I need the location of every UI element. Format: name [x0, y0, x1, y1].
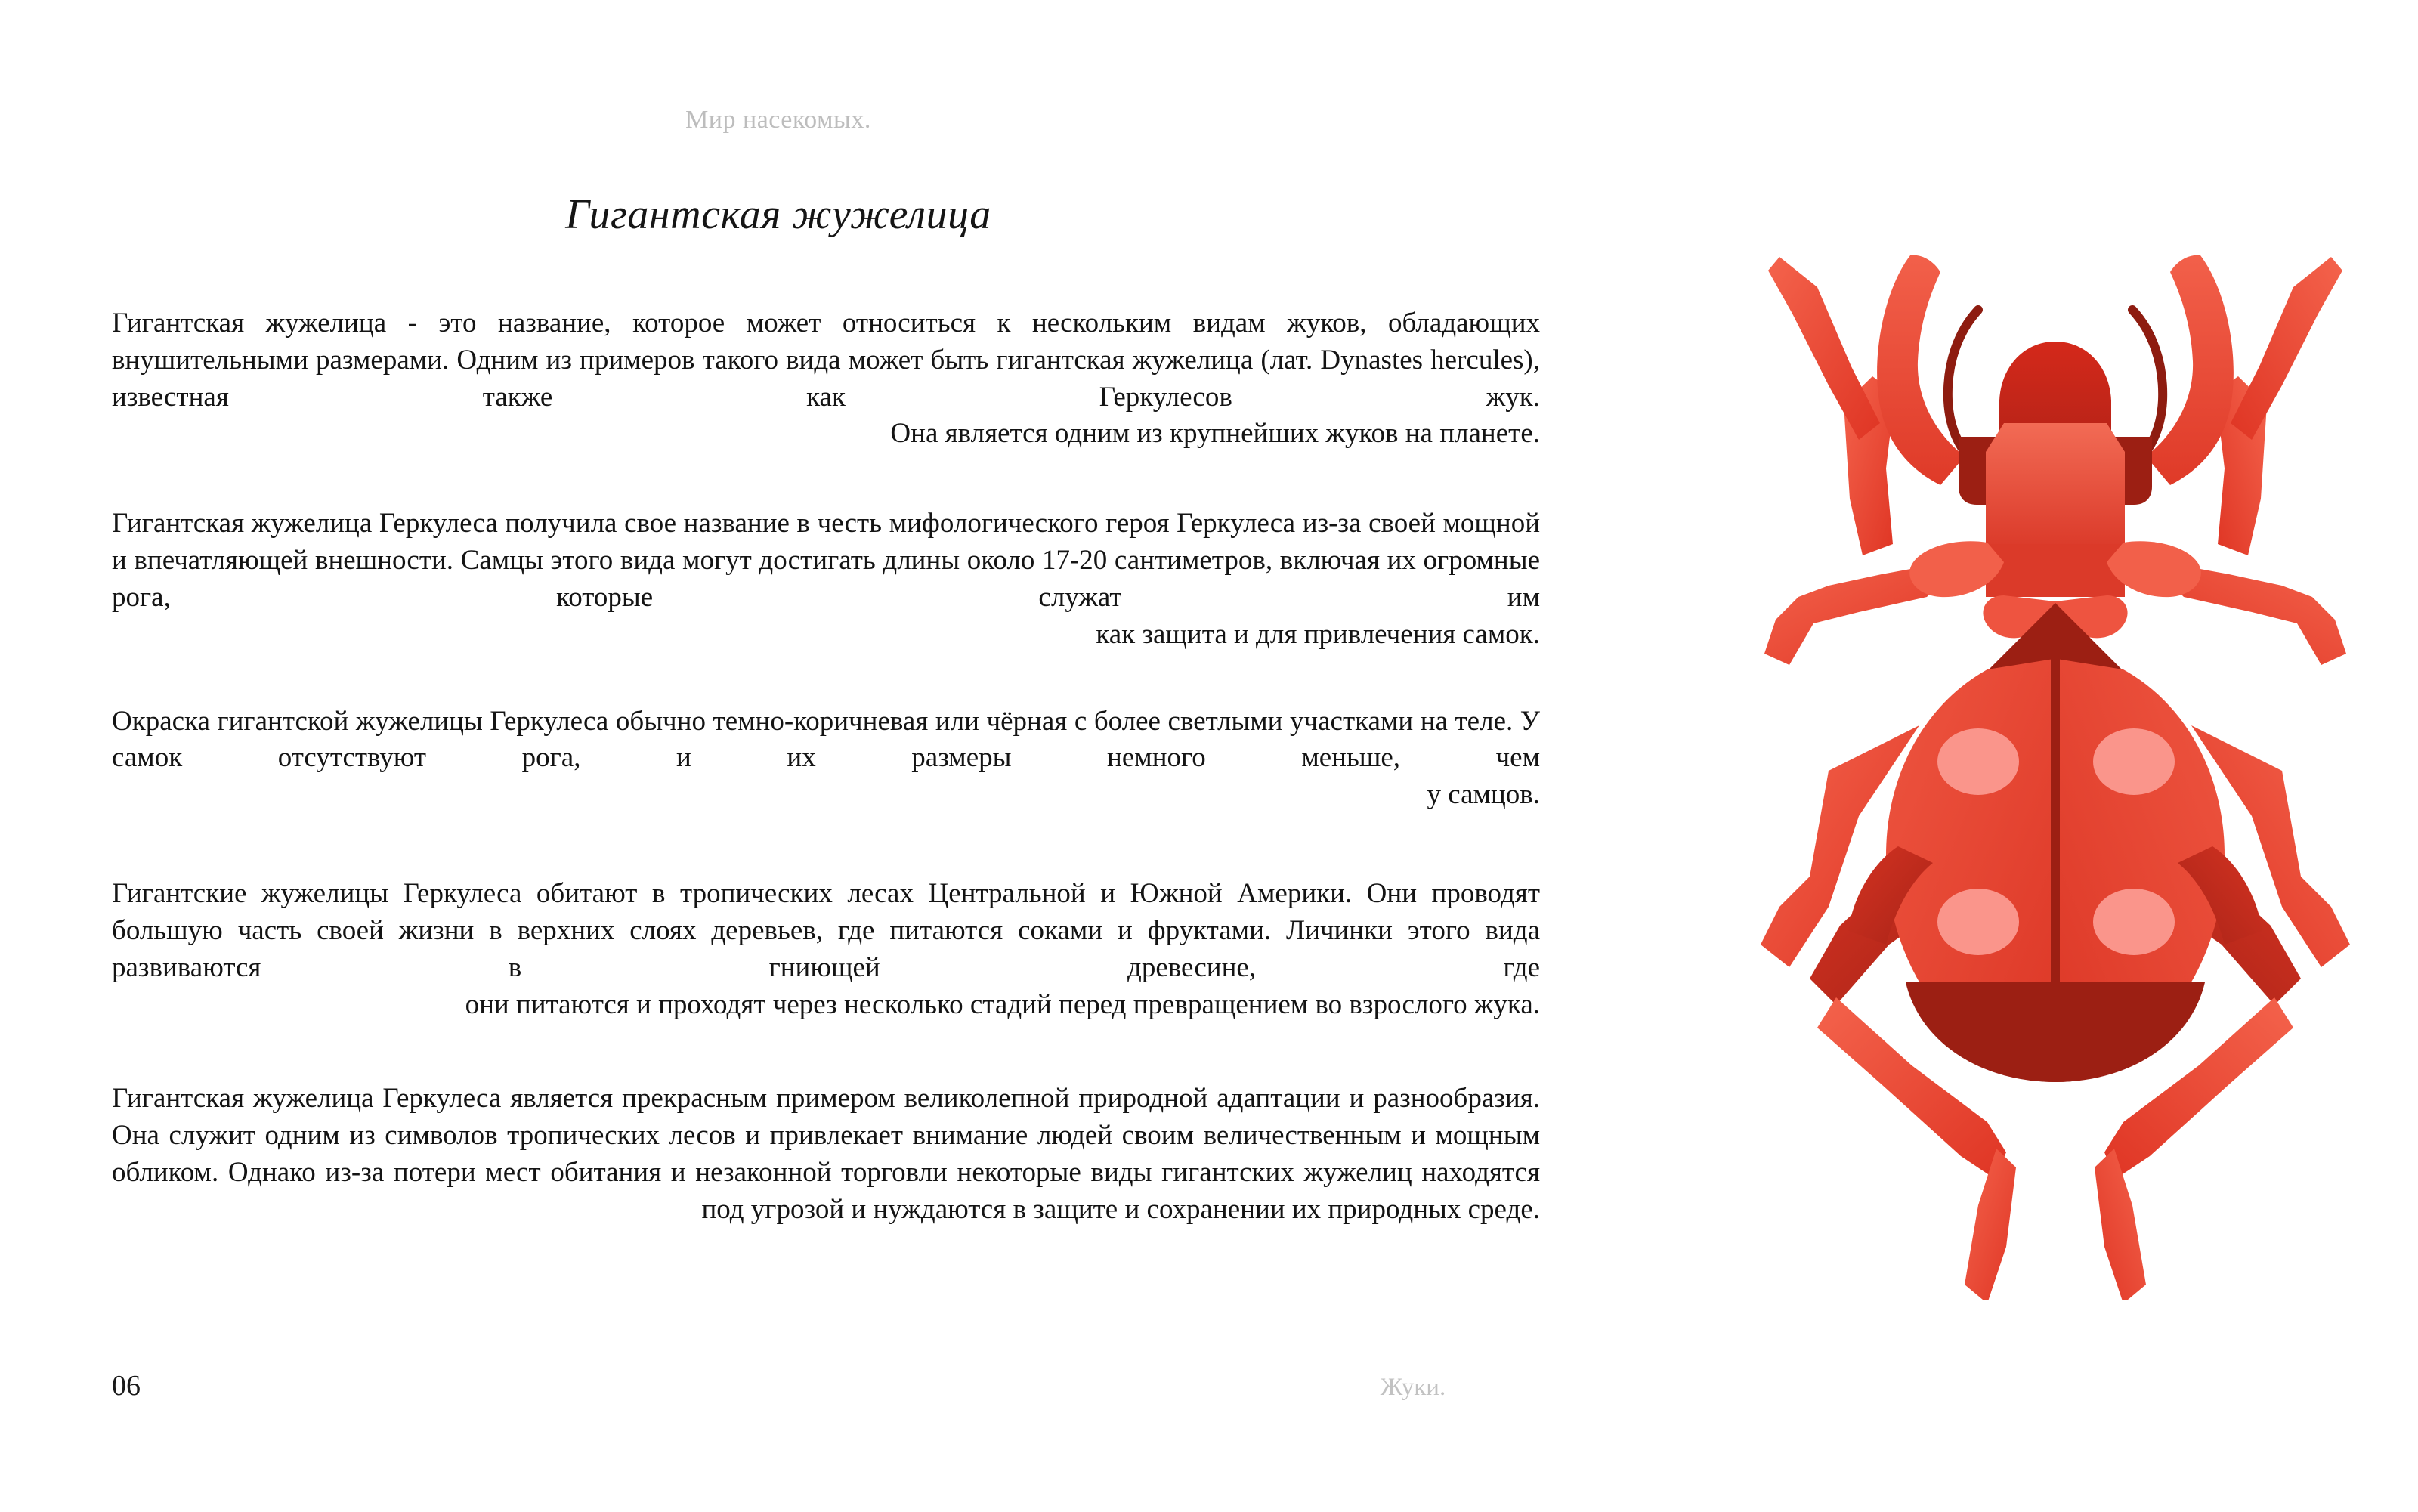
paragraph-body: Гигантская жужелица Геркулеса является прекрасным примером великолепной природной адаптации и разнообразия. Она служит одним из символов тропических лесов и привлекает внимание людей своим величественным и мощным обликом. Однако из-за потери мест обитания и незаконной торговли некоторые виды гигантских жужелиц находятся: [112, 1083, 1540, 1189]
paragraph: [112, 876, 1540, 1023]
paragraph-body: Гигантская жужелица Геркулеса получила свое название в честь мифологического героя Геркулеса из-за своей мощной и впечатляющей внешности. Самцы этого вида могут достигать длины около 17-20 сантиметров, включая их огромные рога, которые служат им: [112, 508, 1540, 613]
beetle-illustration-svg: [1738, 242, 2388, 1300]
paragraph-tail: они питаются и проходят через несколько стадий перед превращением во взрослого жука.: [465, 988, 1540, 1020]
body-text-column: [112, 305, 1540, 1229]
paragraph-tail: Она является одним из крупнейших жуков на планете.: [890, 418, 1540, 450]
paragraph: [112, 703, 1540, 814]
paragraph-body: Гигантская жужелица - это название, которое может относиться к нескольким видам жуков, обладающих внушительными размерами. Одним из примеров такого вида может быть гигантская жужелица (лат. Dynastes hercules), известная также как Геркулесов жук.: [112, 308, 1540, 413]
paragraph-body: Гигантские жужелицы Геркулеса обитают в тропических лесах Центральной и Южной Америки. Они проводят большую часть своей жизни в верхних слоях деревьев, где питаются соками и фруктами. Личинки этого вида развиваются в гниющей древесине, где: [112, 878, 1540, 983]
paragraph-tail: под угрозой и нуждаются в защите и сохранении их природных среде.: [701, 1193, 1540, 1225]
paragraph-body: Окраска гигантской жужелицы Геркулеса обычно темно-коричневая или чёрная с более светлыми участками на теле. У самок отсутствуют рога, и их размеры немного меньше, чем: [112, 705, 1540, 774]
running-head: Мир насекомых.: [685, 106, 871, 134]
footer-section-note: Жуки.: [1380, 1374, 1446, 1401]
thorax: [1986, 423, 2125, 597]
paragraph: [112, 506, 1540, 653]
beetle-illustration: [1738, 242, 2388, 1300]
paragraph: [112, 305, 1540, 453]
abdomen: [1886, 659, 2225, 1082]
paragraph: [112, 1081, 1540, 1228]
paragraph-tail: как защита и для привлечения самок.: [1096, 618, 1540, 650]
paragraph-tail: у самцов.: [1427, 779, 1540, 811]
page-title: Гигантская жужелица: [565, 191, 991, 238]
page-number: 06: [112, 1370, 141, 1402]
